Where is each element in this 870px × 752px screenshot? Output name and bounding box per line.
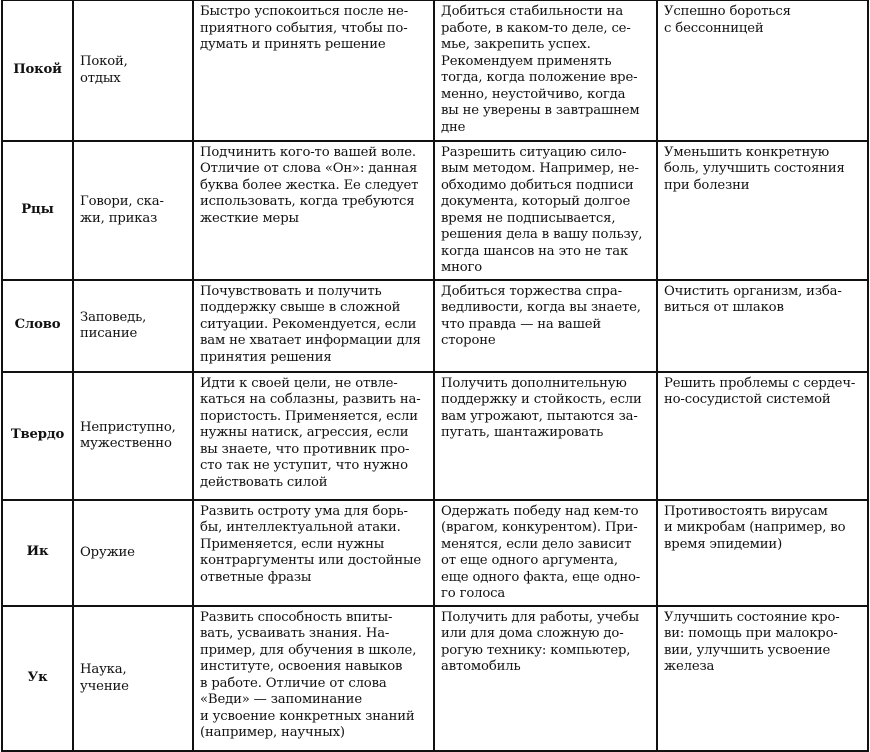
letters-table: [1, 0, 869, 752]
health-cell: Очистить организм, изба- виться от шлаков: [657, 280, 868, 372]
health-cell: Успешно бороться с бессонницей: [657, 1, 868, 141]
letter-name: Твердо: [2, 372, 73, 500]
life-cell: Получить дополнительную поддержку и стойкость, если вам угрожают, пытаются за- пугать, шантажировать: [434, 372, 657, 500]
life-cell: Получить для работы, учебы или для дома сложную до- рогую технику: компьютер, автомобиль: [434, 606, 657, 751]
table-row: [2, 500, 868, 606]
letter-meaning: Неприступно, мужественно: [73, 372, 193, 500]
life-cell: Добиться торжества спра- ведливости, когда вы знаете, что правда — на вашей стороне: [434, 280, 657, 372]
table-row: [2, 280, 868, 372]
letter-meaning: Наука, учение: [73, 606, 193, 751]
letter-meaning: Говори, ска- жи, приказ: [73, 141, 193, 280]
letter-meaning: Заповедь, писание: [73, 280, 193, 372]
psychology-cell: Идти к своей цели, не отвле- каться на соблазны, развить на- пористость. Применяется, если нужны натиск, агрессия, если вы знаете, что противник про- сто так не уступит, что нужно действовать силой: [193, 372, 434, 500]
psychology-cell: Подчинить кого-то вашей воле. Отличие от слова «Он»: данная буква более жестка. Ее следует использовать, когда требуются жесткие меры: [193, 141, 434, 280]
letter-name: Ук: [2, 606, 73, 751]
life-cell: Одержать победу над кем-то (врагом, конкурентом). При- менятся, если дело зависит от еще одного аргумента, еще одного факта, еще одно- го голоса: [434, 500, 657, 606]
health-cell: Уменьшить конкретную боль, улучшить состояния при болезни: [657, 141, 868, 280]
letter-name: Слово: [2, 280, 73, 372]
health-cell: Противостоять вирусам и микробам (например, во время эпидемии): [657, 500, 868, 606]
table-row: [2, 372, 868, 500]
table-row: [2, 1, 868, 141]
table-row: [2, 141, 868, 280]
psychology-cell: Развить способность впиты- вать, усваивать знания. На- пример, для обучения в школе, институте, освоения навыков в работе. Отличие от слова «Веди» — запоминание и усвоение конкретных знаний (например, научных): [193, 606, 434, 751]
health-cell: Улучшить состояние кро- ви: помощь при малокро- вии, улучшить усвоение железа: [657, 606, 868, 751]
letter-meaning: Оружие: [73, 500, 193, 606]
psychology-cell: Почувствовать и получить поддержку свыше в сложной ситуации. Рекомендуется, если вам не хватает информации для принятия решения: [193, 280, 434, 372]
letter-name: Ик: [2, 500, 73, 606]
health-cell: Решить проблемы с сердеч- но-сосудистой системой: [657, 372, 868, 500]
letter-meaning: Покой, отдых: [73, 1, 193, 141]
table-row: [2, 606, 868, 751]
psychology-cell: Развить остроту ума для борь- бы, интеллектуальной атаки. Применяется, если нужны контраргументы или достойные ответные фразы: [193, 500, 434, 606]
letter-name: Покой: [2, 1, 73, 141]
letter-name: Рцы: [2, 141, 73, 280]
psychology-cell: Быстро успокоиться после не- приятного события, чтобы по- думать и принять решение: [193, 1, 434, 141]
life-cell: Разрешить ситуацию сило- вым методом. Например, не- обходимо добиться подписи документа, который долгое время не подписывается, решения дела в вашу пользу, когда шансов на это не так много: [434, 141, 657, 280]
life-cell: Добиться стабильности на работе, в каком-то деле, се- мье, закрепить успех. Рекомендуем применять тогда, когда положение вре- менно, неустойчиво, когда вы не уверены в завтрашнем дне: [434, 1, 657, 141]
